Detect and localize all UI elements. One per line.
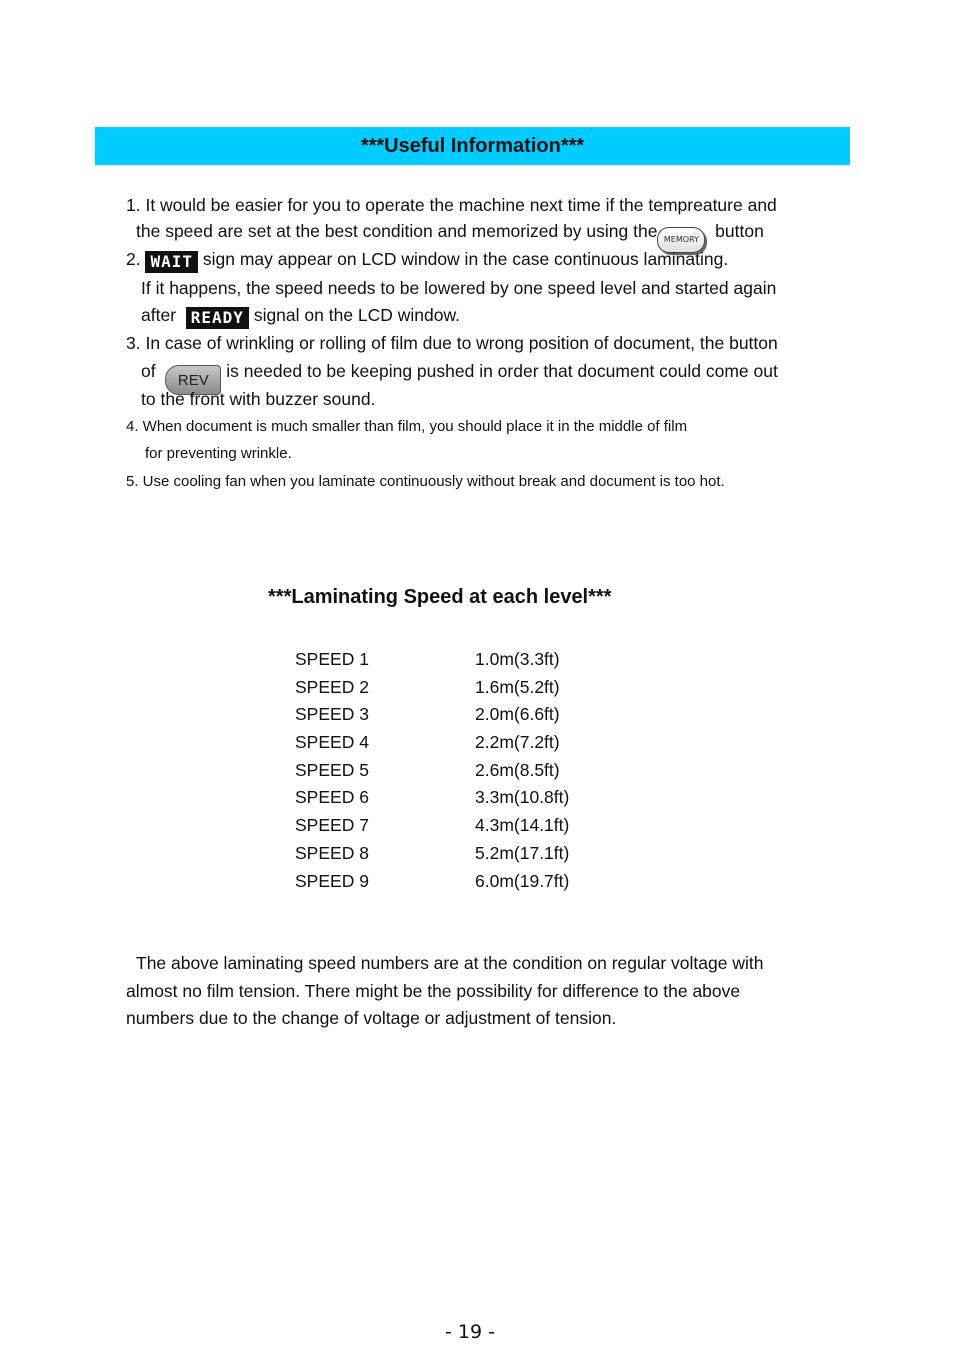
item3-line2-after: is needed to be keeping pushed in order that document could come out — [226, 361, 778, 381]
speed-value: 2.2m(7.2ft) — [475, 732, 560, 752]
speed-level: SPEED 1 — [295, 649, 369, 669]
speed-value: 4.3m(14.1ft) — [475, 815, 570, 835]
speed-level: SPEED 3 — [295, 704, 369, 724]
item1-line1: 1. It would be easier for you to operate the machine next time if the tempreature and — [126, 195, 777, 215]
speed-level: SPEED 5 — [295, 760, 369, 780]
wait-sign-icon: WAIT — [145, 251, 198, 273]
item2-line1 — [126, 249, 728, 273]
speed-level: SPEED 9 — [295, 871, 369, 891]
ready-sign-icon: READY — [186, 307, 249, 329]
item5-line: 5. Use cooling fan when you laminate continuously without break and document is too hot. — [126, 473, 725, 490]
speed-level: SPEED 7 — [295, 815, 369, 835]
item2-line1-text: sign may appear on LCD window in the case continuous laminating. — [202, 249, 729, 269]
item3-line2-before: of — [141, 361, 156, 381]
item3-line1: 3. In case of wrinkling or rolling of film due to wrong position of document, the button — [126, 333, 778, 353]
speed-value: 1.6m(5.2ft) — [475, 677, 560, 697]
speed-value: 1.0m(3.3ft) — [475, 649, 560, 669]
speed-value: 2.0m(6.6ft) — [475, 704, 560, 724]
speed-value: 6.0m(19.7ft) — [475, 871, 570, 891]
item1-line2-after: button — [715, 221, 764, 241]
speed-value: 3.3m(10.8ft) — [475, 787, 570, 807]
speed-note-line1: The above laminating speed numbers are at the condition on regular voltage with — [136, 953, 764, 973]
speed-note-line2: almost no film tension. There might be the possibility for difference to the above — [126, 981, 741, 1001]
useful-info-title: ***Useful Information*** — [360, 134, 585, 157]
item3-line3: to the front with buzzer sound. — [141, 389, 376, 409]
speed-level: SPEED 2 — [295, 677, 369, 697]
speed-section-title: ***Laminating Speed at each level*** — [268, 586, 612, 608]
item1-line2-text: the speed are set at the best condition and memorized by using the — [136, 221, 658, 241]
item4-line1: 4. When document is much smaller than film, you should place it in the middle of film — [126, 418, 688, 435]
speed-value: 5.2m(17.1ft) — [475, 843, 570, 863]
item2-line3-before: after — [141, 305, 177, 325]
item2-line3-after: signal on the LCD window. — [253, 305, 461, 325]
useful-info-banner — [95, 127, 850, 165]
speed-value: 2.6m(8.5ft) — [475, 760, 560, 780]
item4-line2: for preventing wrinkle. — [145, 445, 292, 462]
item2-line2: If it happens, the speed needs to be lowered by one speed level and started again — [141, 278, 777, 298]
speed-level: SPEED 4 — [295, 732, 369, 752]
memory-button-icon: MEMORY — [657, 227, 705, 253]
speed-level: SPEED 8 — [295, 843, 369, 863]
rev-button-icon: REV — [165, 365, 221, 395]
speed-level: SPEED 6 — [295, 787, 369, 807]
page-number: - 19 - — [445, 1321, 495, 1343]
item2-number: 2. — [126, 249, 141, 269]
speed-note-line3: numbers due to the change of voltage or adjustment of tension. — [126, 1008, 617, 1028]
item2-line3 — [141, 305, 460, 329]
